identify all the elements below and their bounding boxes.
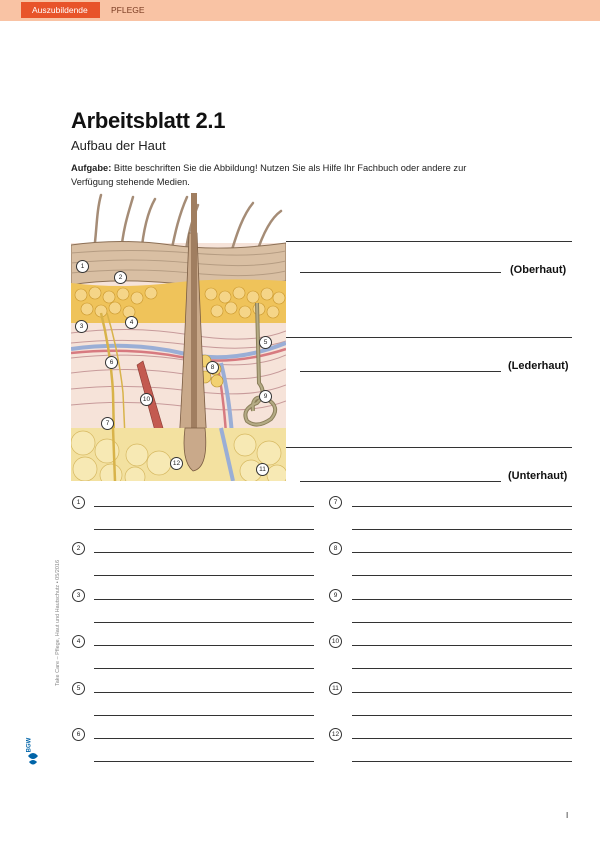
answer-line[interactable] (94, 575, 314, 576)
answer-line[interactable] (94, 645, 314, 646)
bgw-logo-text: BGW (26, 737, 33, 753)
layer-answer-line[interactable] (300, 371, 501, 372)
answer-line[interactable] (352, 552, 572, 553)
layer-guide-line (286, 337, 572, 338)
answer-line[interactable] (352, 668, 572, 669)
answer-line[interactable] (94, 738, 314, 739)
figure-marker: 4 (125, 316, 138, 329)
answer-number: 1 (72, 496, 85, 509)
task-text (71, 161, 471, 189)
answer-number: 2 (72, 542, 85, 555)
answer-line[interactable] (94, 506, 314, 507)
skin-cross-section-illustration (71, 193, 286, 481)
audience-tag: Auszubildende (21, 2, 100, 18)
header-bar (0, 0, 600, 21)
answer-number: 5 (72, 682, 85, 695)
figure-marker: 3 (75, 320, 88, 333)
task-body: Bitte beschriften Sie die Abbildung! Nutzen Sie als Hilfe Ihr Fachbuch oder andere zur Verfügung stehende Medien. (71, 163, 467, 187)
task-label: Aufgabe: (71, 163, 112, 173)
answer-line[interactable] (352, 715, 572, 716)
answer-number: 9 (329, 589, 342, 602)
answer-number: 7 (329, 496, 342, 509)
page-subtitle: Aufbau der Haut (71, 138, 166, 153)
label-lederhaut: (Lederhaut) (508, 360, 569, 372)
answer-number: 4 (72, 635, 85, 648)
answer-number: 10 (329, 635, 342, 648)
answer-line[interactable] (352, 738, 572, 739)
answer-line[interactable] (352, 622, 572, 623)
answer-line[interactable] (352, 599, 572, 600)
answer-line[interactable] (352, 692, 572, 693)
layer-guide-line (286, 447, 572, 448)
answer-number: 3 (72, 589, 85, 602)
answer-line[interactable] (352, 506, 572, 507)
figure-marker: 1 (76, 260, 89, 273)
label-oberhaut: (Oberhaut) (510, 264, 567, 276)
layer-answer-line[interactable] (300, 272, 501, 273)
answer-line[interactable] (94, 622, 314, 623)
side-credit-text: Take Care – Pflege, Haut und Hautschutz • 05/2016 (55, 559, 61, 687)
layer-answer-line[interactable] (300, 481, 501, 482)
answer-line[interactable] (94, 715, 314, 716)
label-unterhaut: (Unterhaut) (508, 470, 568, 482)
figure-marker: 8 (206, 361, 219, 374)
answer-line[interactable] (94, 599, 314, 600)
answer-number: 6 (72, 728, 85, 741)
answer-line[interactable] (94, 552, 314, 553)
answer-line[interactable] (94, 692, 314, 693)
answer-line[interactable] (352, 761, 572, 762)
figure-marker: 6 (105, 356, 118, 369)
figure-marker: 10 (140, 393, 153, 406)
answer-number: 8 (329, 542, 342, 555)
page-number: I (566, 811, 569, 820)
figure-marker: 5 (259, 336, 272, 349)
figure-marker: 11 (256, 463, 269, 476)
figure-marker: 9 (259, 390, 272, 403)
answer-line[interactable] (94, 529, 314, 530)
figure-marker: 7 (101, 417, 114, 430)
figure-marker: 2 (114, 271, 127, 284)
answer-line[interactable] (352, 529, 572, 530)
answer-number: 11 (329, 682, 342, 695)
answer-number: 12 (329, 728, 342, 741)
answer-line[interactable] (94, 668, 314, 669)
answer-line[interactable] (352, 575, 572, 576)
layer-guide-line (286, 241, 572, 242)
figure-marker: 12 (170, 457, 183, 470)
page-title: Arbeitsblatt 2.1 (71, 108, 226, 133)
category-tag: PFLEGE (111, 5, 145, 15)
answer-line[interactable] (94, 761, 314, 762)
answer-line[interactable] (352, 645, 572, 646)
